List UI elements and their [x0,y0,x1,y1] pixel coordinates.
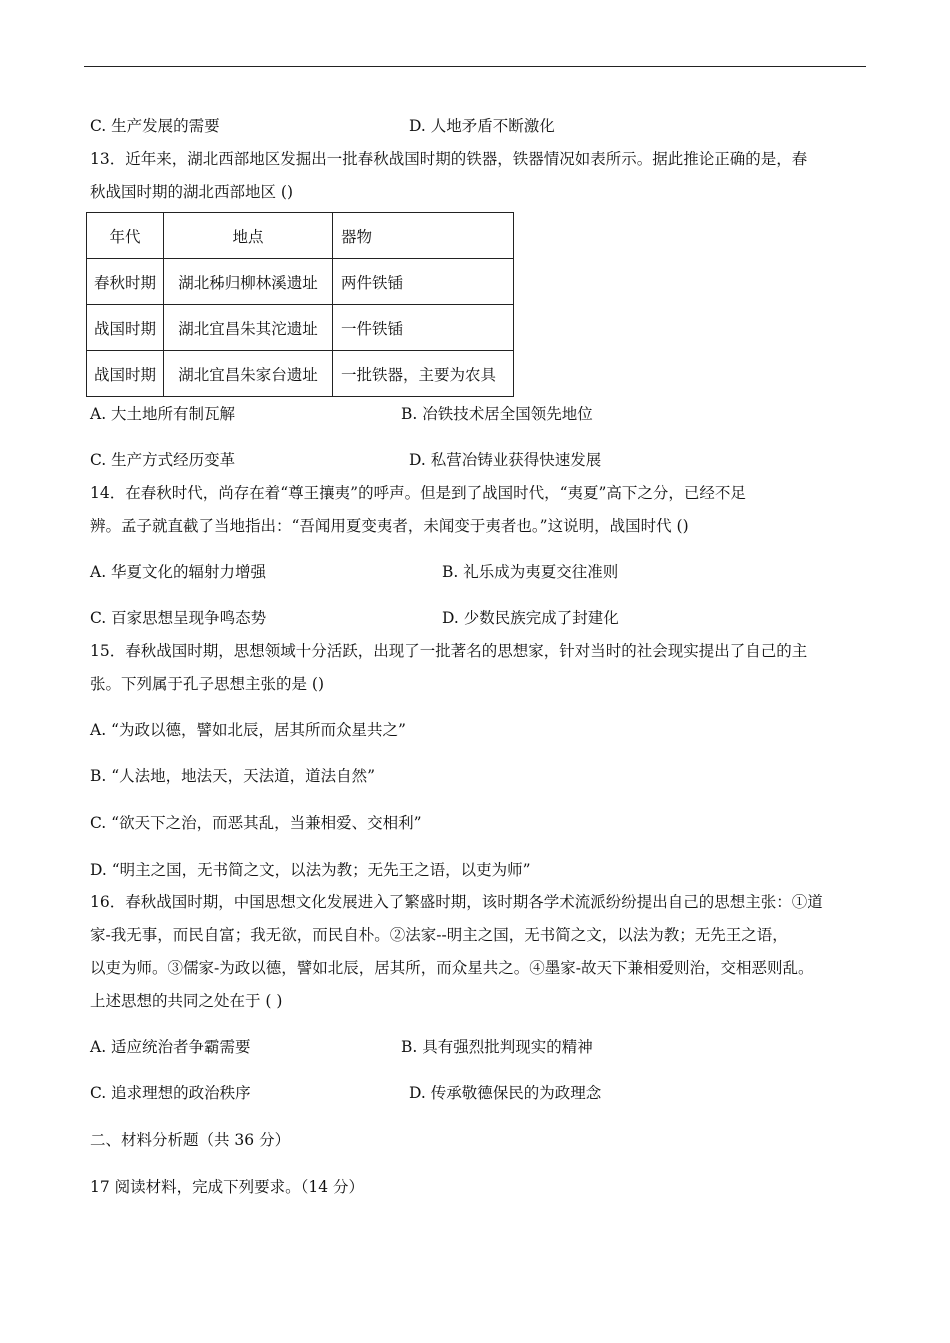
table-cell: 战国时期 [87,305,164,351]
q14-option-c: C. 百家思想呈现争鸣态势 [90,609,267,627]
q15-option-a: A. “为政以德，譬如北辰，居其所而众星共之” [90,721,406,739]
table-row [87,305,514,351]
q13-stem-line2: 秋战国时期的湖北西部地区 () [90,183,294,201]
iron-artifacts-table [86,212,514,397]
q12-option-d: D. 人地矛盾不断激化 [409,117,555,135]
q13-option-d: D. 私营冶铸业获得快速发展 [409,451,602,469]
q13-option-a: A. 大土地所有制瓦解 [90,405,236,423]
header-rule [84,66,866,67]
q13-option-b: B. 冶铁技术居全国领先地位 [401,405,593,423]
table-header-cell: 年代 [87,213,164,259]
q16-stem-line1: 16．春秋战国时期，中国思想文化发展进入了繁盛时期，该时期各学术流派纷纷提出自己的思想主张：①道 [90,893,823,911]
table-header-cell: 器物 [333,213,514,259]
q15-option-c: C. “欲天下之治，而恶其乱，当兼相爱、交相利” [90,814,422,832]
q16-stem-line3: 以吏为师。③儒家-为政以德，譬如北辰，居其所，而众星共之。④墨家-故天下兼相爱则治，交相恶则乱。 [90,959,814,977]
q16-stem-line4: 上述思想的共同之处在于 ( ) [90,992,283,1010]
table-cell: 一件铁锸 [333,305,514,351]
q15-stem-line2: 张。下列属于孔子思想主张的是 () [90,675,325,693]
table-cell: 一批铁器，主要为农具 [333,351,514,397]
table-cell: 湖北秭归柳林溪遗址 [164,259,333,305]
table-row [87,351,514,397]
q16-option-d: D. 传承敬德保民的为政理念 [409,1084,602,1102]
q15-stem-line1: 15．春秋战国时期，思想领域十分活跃，出现了一批著名的思想家，针对当时的社会现实提出了自己的主 [90,642,808,660]
table-cell: 两件铁锸 [333,259,514,305]
table-cell: 战国时期 [87,351,164,397]
q16-option-b: B. 具有强烈批判现实的精神 [401,1038,593,1056]
q16-stem-line2: 家-我无事，而民自富；我无欲，而民自朴。②法家--明主之国，无书简之文，以法为教；无先王之语， [90,926,788,944]
q16-option-c: C. 追求理想的政治秩序 [90,1084,251,1102]
q14-option-b: B. 礼乐成为夷夏交往准则 [442,563,619,581]
q15-option-b: B. “人法地，地法天，天法道，道法自然” [90,767,376,785]
table-header-cell: 地点 [164,213,333,259]
table-cell: 湖北宜昌朱家台遗址 [164,351,333,397]
q14-option-d: D. 少数民族完成了封建化 [442,609,619,627]
q13-option-c: C. 生产方式经历变革 [90,451,236,469]
q13-stem-line1: 13．近年来，湖北西部地区发掘出一批春秋战国时期的铁器，铁器情况如表所示。据此推论正确的是，春 [90,150,808,168]
q14-stem-line2: 辨。孟子就直截了当地指出：“吾闻用夏变夷者，未闻变于夷者也。”这说明，战国时代 () [90,517,689,535]
table-row [87,259,514,305]
q17-prompt: 17 阅读材料，完成下列要求。（14 分） [90,1178,365,1196]
q14-stem-line1: 14．在春秋时代，尚存在着“尊王攘夷”的呼声。但是到了战国时代，“夷夏”高下之分，已经不足 [90,484,746,502]
section-heading: 二、材料分析题（共 36 分） [90,1131,291,1149]
table-cell: 春秋时期 [87,259,164,305]
q15-option-d: D. “明主之国，无书简之文，以法为教；无先王之语，以吏为师” [90,861,531,879]
table-cell: 湖北宜昌朱其沱遗址 [164,305,333,351]
table-header-row [87,213,514,259]
q16-option-a: A. 适应统治者争霸需要 [90,1038,251,1056]
q14-option-a: A. 华夏文化的辐射力增强 [90,563,267,581]
q12-option-c: C. 生产发展的需要 [90,117,220,135]
